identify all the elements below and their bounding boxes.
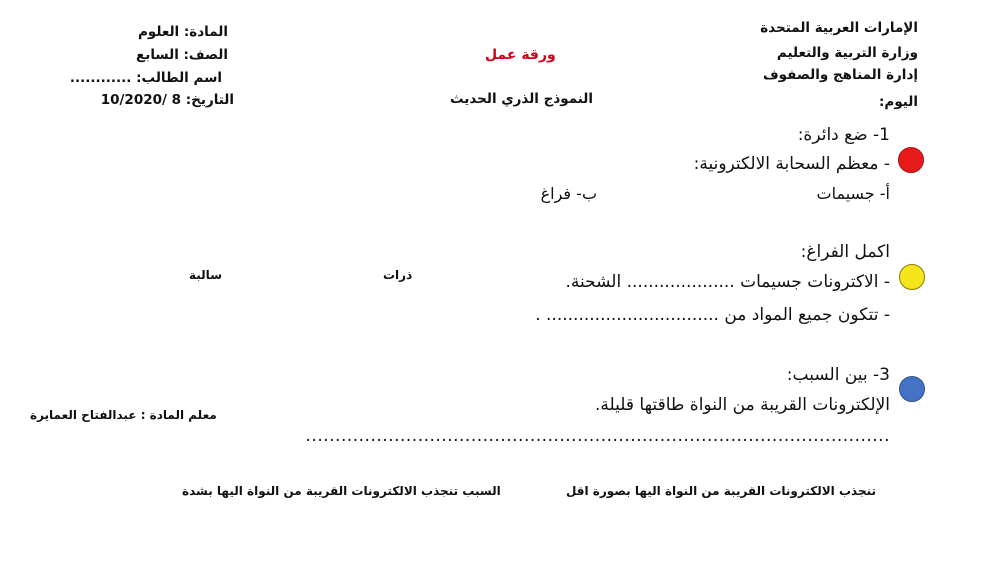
subject-label: المادة: العلوم <box>138 24 228 40</box>
date-label: التاريخ: 8 /10/2020 <box>100 92 234 108</box>
q1-heading: 1- ضع دائرة: <box>797 125 890 145</box>
student-name-label: اسم الطالب: ............ <box>69 70 222 86</box>
worksheet-title: ورقة عمل <box>485 47 556 63</box>
header-ministry: وزارة التربية والتعليم <box>776 45 918 61</box>
grade-label: الصف: السابع <box>136 47 228 63</box>
q3-answer-right: تنجذب الالكترونات القريبة من النواة اليها بصورة اقل <box>565 484 876 498</box>
q1-option-b: ب- فراغ <box>540 184 597 203</box>
q2-heading: اكمل الفراغ: <box>800 242 890 262</box>
q1-red-dot-icon <box>898 147 924 173</box>
q2-answer-1: سالبة <box>189 268 222 282</box>
q3-answer-left: السبب تنجذب الالكترونات القريبة من النواة اليها بشدة <box>182 484 501 498</box>
q2-answer-2: ذرات <box>383 268 413 282</box>
q2-yellow-dot-icon <box>899 264 925 290</box>
header-country: الإمارات العربية المتحدة <box>760 20 918 36</box>
q1-option-a: أ- جسيمات <box>816 184 890 203</box>
q3-heading: 3- بين السبب: <box>786 365 890 385</box>
header-department: إدارة المناهج والصفوف <box>763 67 918 83</box>
q3-blue-dot-icon <box>899 376 925 402</box>
teacher-name: معلم المادة : عبدالفتاح العمايرة <box>30 408 217 422</box>
q1-stem: - معظم السحابة الالكترونية: <box>693 154 890 174</box>
q3-stem: الإلكترونات القريبة من النواة طاقتها قليلة. <box>594 395 890 415</box>
header-day: اليوم: <box>879 94 918 110</box>
q3-answer-line: ................................................................................................... <box>305 426 890 446</box>
q2-line-2: - تتكون جميع المواد من ................................ . <box>535 305 890 325</box>
lesson-title: النموذج الذري الحديث <box>450 91 594 107</box>
q2-line-1: - الاكترونات جسيمات .................... الشحنة. <box>565 272 890 292</box>
